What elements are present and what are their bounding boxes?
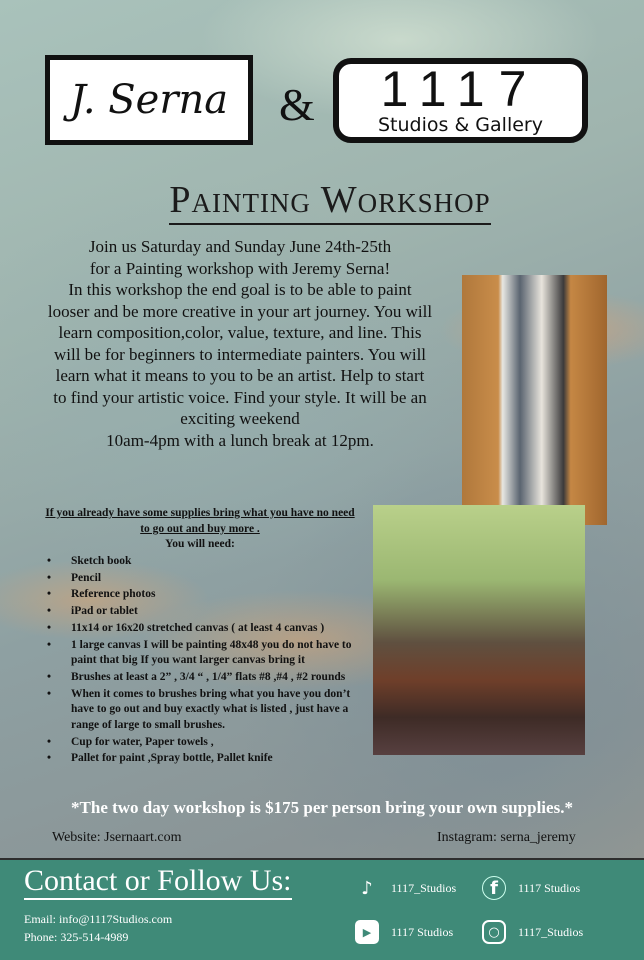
intro-line: learn what it means to you to be an artist. Help to start	[55, 366, 425, 385]
price-note: *The two day workshop is $175 per person bring your own supplies.*	[71, 798, 573, 817]
social-label: 1117_Studios	[391, 880, 457, 895]
studio-number: 1117	[380, 61, 541, 117]
social-tiktok[interactable]	[355, 876, 456, 900]
painting-photo-on-table	[462, 275, 607, 525]
list-item: • Cup for water, Paper towels ,	[71, 735, 355, 751]
social-facebook[interactable]	[482, 876, 580, 900]
tiktok-icon: ♪	[361, 877, 373, 899]
intro-line: learn composition,color, value, texture, and line. This	[58, 323, 422, 342]
social-label: 1117 Studios	[518, 880, 581, 895]
studio-name: Studios & Gallery	[378, 114, 543, 136]
intro-line: will be for beginners to intermediate painters. You will	[53, 344, 427, 364]
ampersand: &	[279, 79, 315, 130]
contact-heading: Contact or Follow Us:	[24, 864, 292, 900]
instagram-handle[interactable]: Instagram: serna_jeremy	[437, 830, 576, 845]
intro-line: looser and be more creative in your art journey. You will	[47, 301, 433, 321]
contact-footer	[0, 858, 644, 960]
list-item: • 11x14 or 16x20 stretched canvas ( at least 4 canvas )	[71, 621, 355, 637]
intro-line: to find your artistic voice. Find your style. It will be an	[53, 387, 427, 407]
jserna-logo	[45, 55, 253, 145]
supplies-list	[45, 506, 355, 767]
facebook-icon: f	[482, 876, 506, 900]
email-link[interactable]: Email: info@1117Studios.com	[24, 912, 173, 926]
social-youtube[interactable]	[355, 920, 453, 944]
list-item: • Pallet for paint ,Spray bottle, Pallet knife	[71, 751, 355, 767]
list-item: • Brushes at least a 2” , 3/4 “ , 1/4” flats #8 ,#4 , #2 rounds	[71, 670, 355, 686]
website-link[interactable]: Website: Jsernaart.com	[52, 830, 182, 845]
list-item: • Reference photos	[71, 587, 355, 603]
harbor-painting-photo	[373, 505, 585, 755]
social-label: 1117 Studios	[391, 924, 454, 939]
intro-line: exciting weekend	[180, 409, 300, 428]
intro-line: In this workshop the end goal is to be able to paint	[68, 280, 412, 299]
contact-info	[24, 910, 172, 946]
list-item: • Sketch book	[71, 554, 355, 570]
title-text: Painting Workshop	[169, 179, 490, 225]
supplies-note: If you already have some supplies bring what you have no need to go out and buy more .	[45, 507, 355, 535]
phone-number[interactable]: Phone: 325-514-4989	[24, 930, 129, 944]
youtube-icon: ▶	[355, 920, 379, 944]
intro-line: Join us Saturday and Sunday June 24th-25th	[88, 237, 392, 256]
list-item: • When it comes to brushes bring what you have you don’t have to go out and buy exactly what is listed , just have a range of large to small brushes.	[71, 687, 355, 734]
intro-line: 10am-4pm with a lunch break at 12pm.	[106, 430, 374, 450]
social-label: 1117_Studios	[518, 924, 584, 939]
intro-text	[30, 236, 450, 451]
list-item: • iPad or tablet	[71, 604, 355, 620]
supplies-heading: You will need:	[165, 538, 235, 550]
list-item: • 1 large canvas I will be painting 48x48 you do not have to paint that big If you want larger canvas bring it	[71, 638, 355, 669]
list-item: • Pencil	[71, 571, 355, 587]
studio-logo	[333, 58, 588, 143]
jserna-logo-text: J. Serna	[69, 77, 229, 123]
social-instagram[interactable]	[482, 920, 583, 944]
intro-line: for a Painting workshop with Jeremy Serna!	[89, 258, 391, 278]
page-title	[0, 178, 644, 222]
instagram-icon: ○	[482, 920, 506, 944]
